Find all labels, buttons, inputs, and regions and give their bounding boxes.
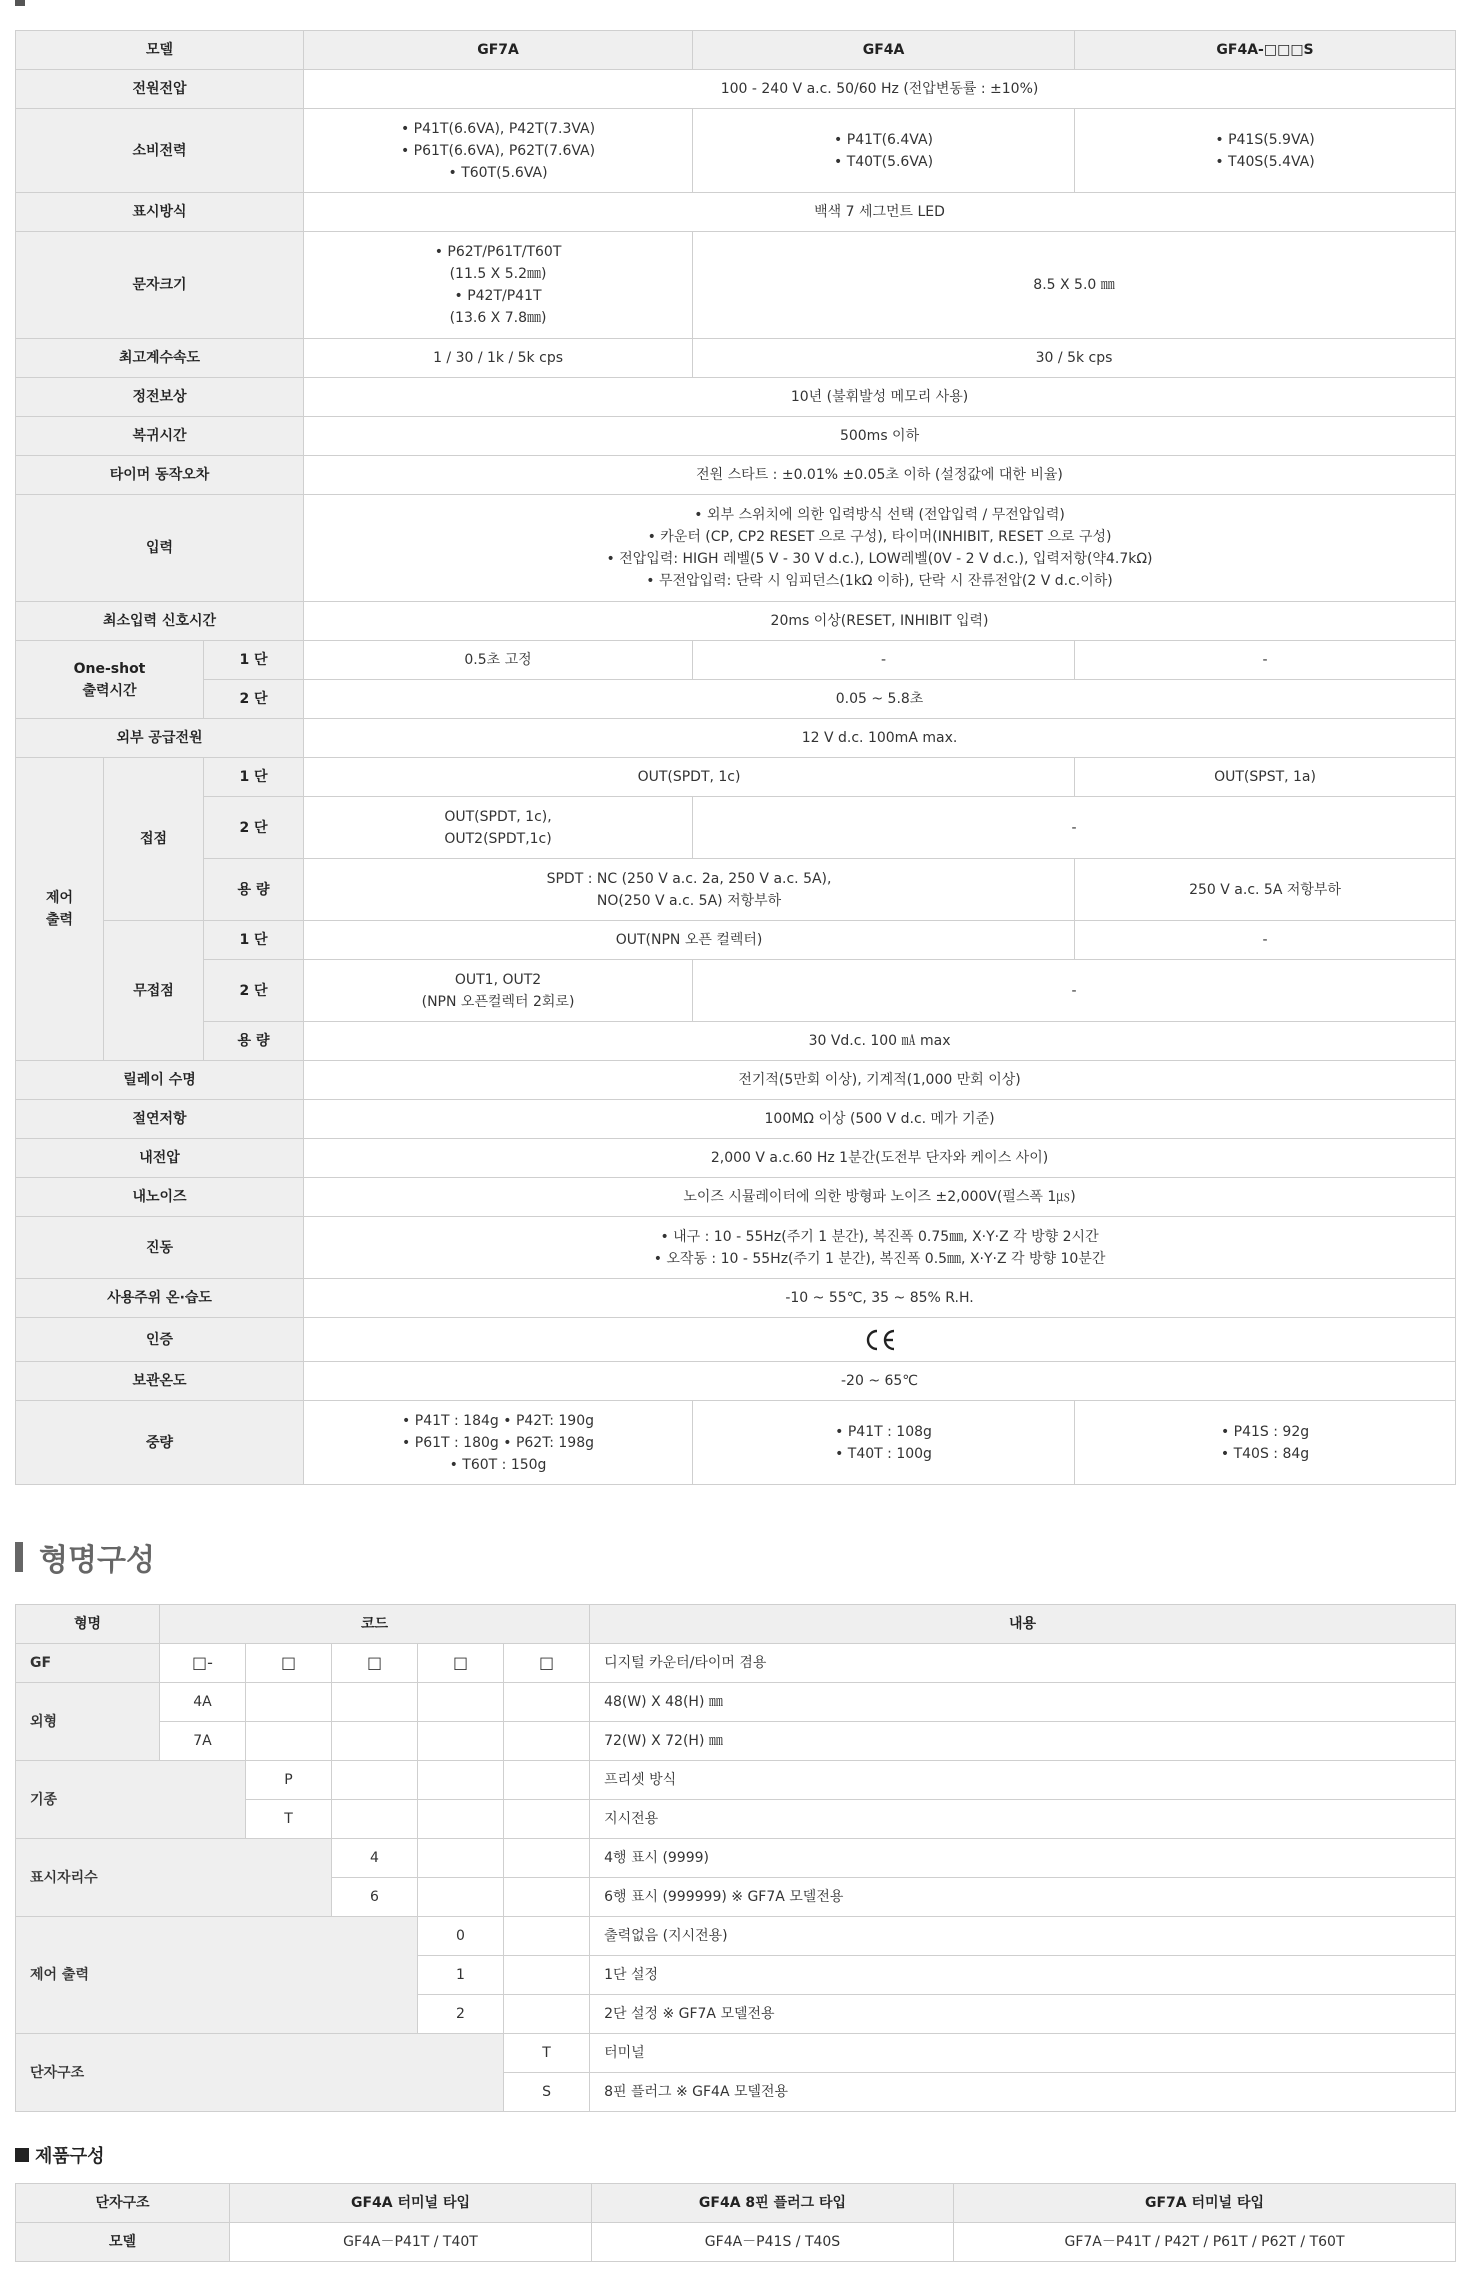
header-gf4as: GF4A-□□□S <box>1075 31 1456 70</box>
value-char-size-other: 8.5 X 5.0 ㎜ <box>693 232 1456 339</box>
code-box-3: □ <box>332 1644 418 1683</box>
value-weight-gf4as: • P41S : 92g • T40S : 84g <box>1075 1401 1456 1485</box>
control-content: 1단 설정 <box>590 1956 1456 1995</box>
digits-content: 6행 표시 (999999) ※ GF7A 모델전용 <box>590 1878 1456 1917</box>
digits-code: 4 <box>332 1839 418 1878</box>
value-memory: 10년 (불휘발성 메모리 사용) <box>304 378 1456 417</box>
value-max-speed-gf7a: 1 / 30 / 1k / 5k cps <box>304 339 693 378</box>
naming-header-name: 형명 <box>16 1605 160 1644</box>
type-content: 지시전용 <box>590 1800 1456 1839</box>
value-contact-cap-gf4as: 250 V a.c. 5A 저항부하 <box>1075 859 1456 921</box>
value-display: 백색 7 세그먼트 LED <box>304 193 1456 232</box>
naming-terminal-label: 단자구조 <box>16 2034 504 2112</box>
product-header: GF7A 터미널 타입 <box>954 2184 1456 2223</box>
value-contact-s1-gf4as: OUT(SPST, 1a) <box>1075 758 1456 797</box>
value-power-consumption-gf4a: • P41T(6.4VA) • T40T(5.6VA) <box>693 109 1075 193</box>
value-solid-s2-other: - <box>693 960 1456 1022</box>
header-gf7a: GF7A <box>304 31 693 70</box>
label-contact-stage2: 2 단 <box>204 797 304 859</box>
naming-table <box>15 1604 1456 2112</box>
label-solid: 무접점 <box>104 921 204 1061</box>
value-solid-s1-gf4as: - <box>1075 921 1456 960</box>
digits-content: 4행 표시 (9999) <box>590 1839 1456 1878</box>
code-box-4: □ <box>418 1644 504 1683</box>
product-model: GF7A－P41T / P42T / P61T / P62T / T60T <box>954 2223 1456 2262</box>
control-code: 1 <box>418 1956 504 1995</box>
type-content: 프리셋 방식 <box>590 1761 1456 1800</box>
shape-content: 72(W) X 72(H) ㎜ <box>590 1722 1456 1761</box>
label-noise: 내노이즈 <box>16 1178 304 1217</box>
ce-mark-svg <box>863 1328 897 1352</box>
control-code: 0 <box>418 1917 504 1956</box>
label-vibration: 진동 <box>16 1217 304 1279</box>
spec-table <box>15 30 1456 1485</box>
label-input: 입력 <box>16 495 304 602</box>
value-power-consumption-gf4as: • P41S(5.9VA) • T40S(5.4VA) <box>1075 109 1456 193</box>
label-weight: 중량 <box>16 1401 304 1485</box>
value-oneshot-s2: 0.05 ~ 5.8초 <box>304 680 1456 719</box>
label-power-consumption: 소비전력 <box>16 109 304 193</box>
digits-code: 6 <box>332 1878 418 1917</box>
naming-control-label: 제어 출력 <box>16 1917 418 2034</box>
value-oneshot-s1-gf7a: 0.5초 고정 <box>304 641 693 680</box>
title-bar <box>15 1542 23 1572</box>
label-ext-power: 외부 공급전원 <box>16 719 304 758</box>
shape-code: 7A <box>160 1722 246 1761</box>
value-oneshot-s1-gf4a: - <box>693 641 1075 680</box>
label-contact-capacity: 용 량 <box>204 859 304 921</box>
naming-gf-content: 디지털 카운터/타이머 겸용 <box>590 1644 1456 1683</box>
value-char-size-gf7a: • P62T/P61T/T60T (11.5 X 5.2㎜) • P42T/P41T (13.6 X 7.8㎜) <box>304 232 693 339</box>
label-solid-stage1: 1 단 <box>204 921 304 960</box>
label-timer-error: 타이머 동작오차 <box>16 456 304 495</box>
product-table <box>15 2183 1456 2262</box>
value-dielectric: 2,000 V a.c.60 Hz 1분간(도전부 단자와 케이스 사이) <box>304 1139 1456 1178</box>
shape-code: 4A <box>160 1683 246 1722</box>
product-header: GF4A 8핀 플러그 타입 <box>592 2184 954 2223</box>
header-gf4a: GF4A <box>693 31 1075 70</box>
value-timer-error: 전원 스타트 : ±0.01% ±0.05초 이하 (설정값에 대한 비율) <box>304 456 1456 495</box>
terminal-code: T <box>504 2034 590 2073</box>
value-solid-s1-main: OUT(NPN 오픈 컬렉터) <box>304 921 1075 960</box>
value-weight-gf4a: • P41T : 108g • T40T : 100g <box>693 1401 1075 1485</box>
value-noise: 노이즈 시뮬레이터에 의한 방형파 노이즈 ±2,000V(펄스폭 1㎲) <box>304 1178 1456 1217</box>
type-code: T <box>246 1800 332 1839</box>
value-storage: -20 ~ 65℃ <box>304 1362 1456 1401</box>
code-box-2: □ <box>246 1644 332 1683</box>
naming-section-title: 형명구성 <box>15 1537 155 1577</box>
product-row-label: 모델 <box>16 2223 230 2262</box>
value-solid-cap: 30 Vd.c. 100 ㎃ max <box>304 1022 1456 1061</box>
value-contact-s2-other: - <box>693 797 1456 859</box>
label-relay-life: 릴레이 수명 <box>16 1061 304 1100</box>
control-content: 출력없음 (지시전용) <box>590 1917 1456 1956</box>
naming-header-content: 내용 <box>590 1605 1456 1644</box>
label-insulation: 절연저항 <box>16 1100 304 1139</box>
label-contact: 접점 <box>104 758 204 921</box>
type-code: P <box>246 1761 332 1800</box>
value-ext-power: 12 V d.c. 100mA max. <box>304 719 1456 758</box>
control-code: 2 <box>418 1995 504 2034</box>
product-header: 단자구조 <box>16 2184 230 2223</box>
label-min-signal: 최소입력 신호시간 <box>16 602 304 641</box>
value-power-voltage: 100 - 240 V a.c. 50/60 Hz (전압변동률 : ±10%) <box>304 70 1456 109</box>
value-vibration: • 내구 : 10 - 55Hz(주기 1 분간), 복진폭 0.75㎜, X·Y·Z 각 방향 2시간 • 오작동 : 10 - 55Hz(주기 1 분간), 복진폭 0.5㎜, X·Y·Z 각 방향 10분간 <box>304 1217 1456 1279</box>
label-power-voltage: 전원전압 <box>16 70 304 109</box>
value-contact-s1-main: OUT(SPDT, 1c) <box>304 758 1075 797</box>
value-contact-cap-main: SPDT : NC (250 V a.c. 2a, 250 V a.c. 5A), NO(250 V a.c. 5A) 저항부하 <box>304 859 1075 921</box>
value-min-signal: 20ms 이상(RESET, INHIBIT 입력) <box>304 602 1456 641</box>
terminal-content: 8핀 플러그 ※ GF4A 모델전용 <box>590 2073 1456 2112</box>
shape-content: 48(W) X 48(H) ㎜ <box>590 1683 1456 1722</box>
value-reset-time: 500ms 이하 <box>304 417 1456 456</box>
header-model: 모델 <box>16 31 304 70</box>
value-oneshot-s1-gf4as: - <box>1075 641 1456 680</box>
label-memory: 정전보상 <box>16 378 304 417</box>
value-weight-gf7a: • P41T : 184g • P42T: 190g • P61T : 180g • P62T: 198g • T60T : 150g <box>304 1401 693 1485</box>
product-model: GF4A－P41S / T40S <box>592 2223 954 2262</box>
title-square <box>15 2148 29 2162</box>
label-control-output: 제어 출력 <box>16 758 104 1061</box>
naming-gf-label: GF <box>16 1644 160 1683</box>
value-solid-s2-gf7a: OUT1, OUT2 (NPN 오픈컬렉터 2회로) <box>304 960 693 1022</box>
naming-type-label: 기종 <box>16 1761 246 1839</box>
label-solid-capacity: 용 량 <box>204 1022 304 1061</box>
naming-header-code: 코드 <box>160 1605 590 1644</box>
value-ambient: -10 ~ 55℃, 35 ~ 85% R.H. <box>304 1279 1456 1318</box>
label-ambient: 사용주위 온·습도 <box>16 1279 304 1318</box>
label-max-speed: 최고계수속도 <box>16 339 304 378</box>
terminal-content: 터미널 <box>590 2034 1456 2073</box>
value-max-speed-other: 30 / 5k cps <box>693 339 1456 378</box>
label-storage: 보관온도 <box>16 1362 304 1401</box>
value-relay-life: 전기적(5만회 이상), 기계적(1,000 만회 이상) <box>304 1061 1456 1100</box>
value-insulation: 100MΩ 이상 (500 V d.c. 메가 기준) <box>304 1100 1456 1139</box>
label-cert: 인증 <box>16 1318 304 1362</box>
control-content: 2단 설정 ※ GF7A 모델전용 <box>590 1995 1456 2034</box>
value-power-consumption-gf7a: • P41T(6.6VA), P42T(7.3VA) • P61T(6.6VA), P62T(7.6VA) • T60T(5.6VA) <box>304 109 693 193</box>
code-box-5: □ <box>504 1644 590 1683</box>
spec-header-row <box>16 31 1456 70</box>
label-oneshot: One-shot 출력시간 <box>16 641 204 719</box>
label-char-size: 문자크기 <box>16 232 304 339</box>
label-solid-stage2: 2 단 <box>204 960 304 1022</box>
product-model: GF4A－P41T / T40T <box>230 2223 592 2262</box>
section-marker <box>15 0 25 6</box>
ce-mark-icon <box>304 1318 1456 1362</box>
label-oneshot-stage1: 1 단 <box>204 641 304 680</box>
label-dielectric: 내전압 <box>16 1139 304 1178</box>
label-display: 표시방식 <box>16 193 304 232</box>
label-reset-time: 복귀시간 <box>16 417 304 456</box>
label-oneshot-stage2: 2 단 <box>204 680 304 719</box>
terminal-code: S <box>504 2073 590 2112</box>
value-contact-s2-gf7a: OUT(SPDT, 1c), OUT2(SPDT,1c) <box>304 797 693 859</box>
value-input: • 외부 스위치에 의한 입력방식 선택 (전압입력 / 무전압입력) • 카운터 (CP, CP2 RESET 으로 구성), 타이머(INHIBIT, RESET 으로 구성) • 전압입력: HIGH 레벨(5 V - 30 V d.c.), LOW레벨(0V - 2 V d.c.), 입력저항(약4.7kΩ) • 무전압입력: 단락 시 임피던스(1kΩ 이하), 단락 시 잔류전압(2 V d.c.이하) <box>304 495 1456 602</box>
code-box-1: □- <box>160 1644 246 1683</box>
naming-shape-label: 외형 <box>16 1683 160 1761</box>
label-contact-stage1: 1 단 <box>204 758 304 797</box>
product-header: GF4A 터미널 타입 <box>230 2184 592 2223</box>
naming-digits-label: 표시자리수 <box>16 1839 332 1917</box>
product-section-title: 제품구성 <box>15 2142 105 2168</box>
